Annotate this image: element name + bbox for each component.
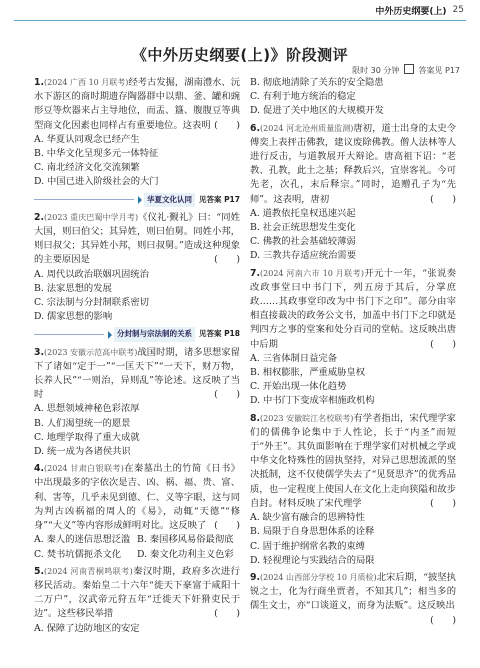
option-d[interactable]: D. 秦文化功利主义色彩: [137, 548, 234, 560]
time-limit: 限时 30 分钟: [352, 66, 400, 75]
check-icon: [404, 64, 414, 74]
answer-bracket: ( ): [430, 497, 456, 509]
option-c[interactable]: C. 南北经济文化交流频繁: [34, 162, 140, 174]
question-source: (2023 安徽皖江名校联考): [260, 413, 354, 423]
question-stem: 开元十一年，“张说奏改政事堂曰中书门下，列五房于其后，分掌庶政……其政事堂印改为中书门下之印”。部分由宰相直接裁决的政务公文书，加盖中书门下之印就是判四方之事的堂案和处分百司的堂帖。这反映出唐中后期: [250, 267, 456, 350]
option-b[interactable]: B. 法家思想的发展: [34, 282, 112, 294]
answer-bracket: ( ): [214, 520, 240, 532]
option-b[interactable]: B. 相权膨胀，严重威胁皇权: [250, 367, 366, 379]
option-b[interactable]: B. 社会正统思想发生变化: [250, 222, 356, 234]
question-5-continued: [250, 76, 456, 119]
right-column: [250, 76, 456, 628]
option-a[interactable]: A. 思想领域神秘色彩浓厚: [34, 403, 140, 415]
option-d[interactable]: D. 轻视理论与实践结合的局限: [250, 554, 375, 566]
question-source: (2023 重庆巴蜀中学月考): [44, 212, 139, 222]
tag-line: [34, 334, 104, 335]
tag-answer-ref: 见答案 P17: [198, 194, 240, 204]
test-meta: [352, 64, 460, 76]
question-source: (2024 广西 10 月联考): [44, 78, 129, 87]
question-number: 6.: [250, 122, 261, 134]
tag-name: 分封制与宗法制的关系: [114, 327, 195, 341]
option-a[interactable]: A. 缺少富有融合的思辨特性: [250, 512, 365, 524]
page-header: [16, 2, 464, 18]
header-rule: [14, 20, 466, 21]
option-c[interactable]: C. 地理学取得了重大成就: [34, 431, 140, 443]
question-source: (2023 安徽示范高中联考): [44, 347, 138, 357]
option-b[interactable]: B. 人们渴望统一的愿景: [34, 417, 131, 429]
question-stem: 有学者指出，宋代理学家们的儒佛争论集中于人性论，长于“内圣”而短于“外王”。其负面影响在于理学家们对机械之学或中华文化特殊性的固执坚持，对异己思想流派的坚决抵制，这不仅使儒学失去了“见贤思齐”的优秀品质，也一定程度上使国人在文化上走向狭隘和故步自封。材料反映了宋代理学: [250, 412, 456, 509]
question-number: 3.: [34, 346, 45, 358]
question-1: [34, 76, 240, 190]
option-c[interactable]: C. 焚书坑儒扼杀文化: [34, 548, 122, 560]
question-number: 1.: [34, 77, 45, 88]
option-d[interactable]: D. 三教共存适应统治需要: [250, 250, 357, 262]
option-a[interactable]: A. 周代以政治联姻巩固统治: [34, 268, 149, 280]
question-number: 7.: [250, 267, 261, 279]
question-number: 9.: [250, 571, 261, 583]
triangle-icon: [138, 196, 142, 204]
question-source: (2024 河北沧州质量监测): [260, 123, 354, 133]
option-a[interactable]: A. 三省体制日益完备: [250, 352, 337, 364]
question-stem: 战国时期，诸多思想家留下了诸如“定于一”“一匡天下”“一天下，财万物，长养人民”“一则治，异则乱”等论述。这反映了当时: [34, 346, 240, 401]
question-source: (2024 河南六市 10 月联考): [260, 268, 364, 278]
question-number: 4.: [34, 463, 45, 475]
topic-tag: [34, 193, 240, 207]
question-stem: 《仪礼·觐礼》曰：“同姓大国，则曰伯父；其异姓，则曰伯舅。同姓小邦，则曰叔父；其异姓小邦，则曰叔舅。”造成这种现象的主要原因是: [34, 211, 240, 266]
option-d[interactable]: D. 中国已进入阶级社会的大门: [34, 176, 159, 188]
question-source: (2024 甘肃白银联考): [44, 464, 124, 474]
question-stem: 秦汉时期，政府多次进行移民活动。秦始皇二十六年“徙天下豪富于咸阳十二万户”，汉武帝元狩五年“迁徙天下奸猾吏民于边”。这些移民举措: [34, 565, 240, 620]
question-3: [34, 346, 240, 460]
option-b[interactable]: B. 彻底地清除了关东的安全隐患: [250, 77, 384, 88]
question-stem: 在秦墓出土的竹简《日书》中出现最多的字依次是吉、凶、祸、福、贵、富、利、害等，几乎未见到德、仁、义等字眼，这与同为判古凶祸福的周人的《易》，动辄“天德”“修身”“大义”等内容形成鲜明对比。这反映了: [34, 463, 240, 532]
option-b[interactable]: B. 秦国移风易俗最彻底: [137, 534, 234, 546]
option-a[interactable]: A. 道教依托皇权迅速兴起: [250, 207, 356, 219]
question-number: 5.: [34, 565, 45, 577]
answer-bracket: ( ): [214, 608, 240, 620]
question-number: 2.: [34, 211, 45, 223]
question-2: [34, 211, 240, 325]
tag-line: [34, 199, 134, 200]
question-6: [250, 122, 456, 264]
option-a[interactable]: A. 保障了边防地区的安定: [34, 622, 140, 634]
option-c[interactable]: C. 开始出现一体化趋势: [250, 381, 347, 393]
left-column: [34, 76, 240, 639]
question-4: [34, 462, 240, 561]
answer-bracket: ( ): [214, 389, 240, 401]
option-a[interactable]: A. 秦人的迷信思想泛滥: [34, 534, 131, 546]
page-number: 25: [452, 5, 464, 15]
question-stem: 经考古发掘，湖南澧水、沅水下游区的商时期遗存陶器群中以鼎、釜、罐和豌形豆等炊器来占主导地位，而盂、簋、腹腹豆等典型商文化因素也同样占有重要地位。这表明: [34, 77, 241, 131]
option-row: [34, 533, 240, 547]
question-9: [250, 571, 456, 626]
topic-tag: [34, 327, 240, 341]
option-a[interactable]: A. 华夏认同观念已经产生: [34, 133, 140, 145]
question-stem: 北宋后期，“披坚执锐之士，化为行商坐贾者，不知其几”；相当多的儒生文士，亦“口谈道义，而身为法贩”。这反映出: [250, 571, 456, 612]
option-d[interactable]: D. 促进了关中地区的大规模开发: [250, 105, 384, 117]
answer-bracket: ( ): [430, 338, 456, 350]
option-d[interactable]: D. 儒家思想的影响: [34, 311, 113, 323]
answer-ref: 答案见 P17: [418, 66, 460, 75]
option-c[interactable]: C. 宗法制与分封制联系密切: [34, 297, 149, 309]
option-c[interactable]: C. 有利于地方统治的稳定: [250, 91, 356, 103]
option-d[interactable]: D. 统一成为各诸侯共识: [34, 446, 131, 458]
answer-bracket: ( ): [430, 614, 456, 626]
option-b[interactable]: B. 中华文化呈现多元一体特征: [34, 148, 159, 160]
option-row: [34, 548, 240, 562]
tag-name: 华夏文化认同: [144, 193, 195, 207]
question-stem: 唐初，道士出身的太史令傅奕上表抨击佛教，建议废除佛教。僧人法林等人进行反击，与道教展开大辩论。唐高祖下诏：“老教、孔教，此土之基；释教后兴，宜崇客礼。今可先老，次孔，末后释宗。”同时，追赠孔子为“先师”。这表明，唐初: [250, 122, 456, 205]
question-5: [34, 565, 240, 636]
page-title: 《中外历史纲要(上)》阶段测评: [131, 46, 349, 64]
question-7: [250, 267, 456, 409]
question-source: (2024 河南青桐鸣联考): [44, 566, 133, 576]
tag-answer-ref: 见答案 P18: [198, 329, 240, 339]
question-8: [250, 412, 456, 568]
option-b[interactable]: B. 局限于自身思想体系的诠释: [250, 526, 375, 538]
answer-bracket: ( ): [430, 193, 456, 205]
answer-bracket: ( ): [214, 254, 240, 266]
triangle-icon: [108, 331, 112, 339]
book-title: 中外历史纲要(上): [375, 6, 447, 17]
option-c[interactable]: C. 固于维护纲常名教的束缚: [250, 540, 365, 552]
option-c[interactable]: C. 佛教的社会基础较薄弱: [250, 236, 356, 248]
answer-bracket: ( ): [214, 119, 240, 131]
option-d[interactable]: D. 中书门下变成宰相施政机构: [250, 395, 375, 407]
question-number: 8.: [250, 412, 261, 424]
question-source: (2024 山西部分学校 10 月质检): [260, 572, 377, 582]
